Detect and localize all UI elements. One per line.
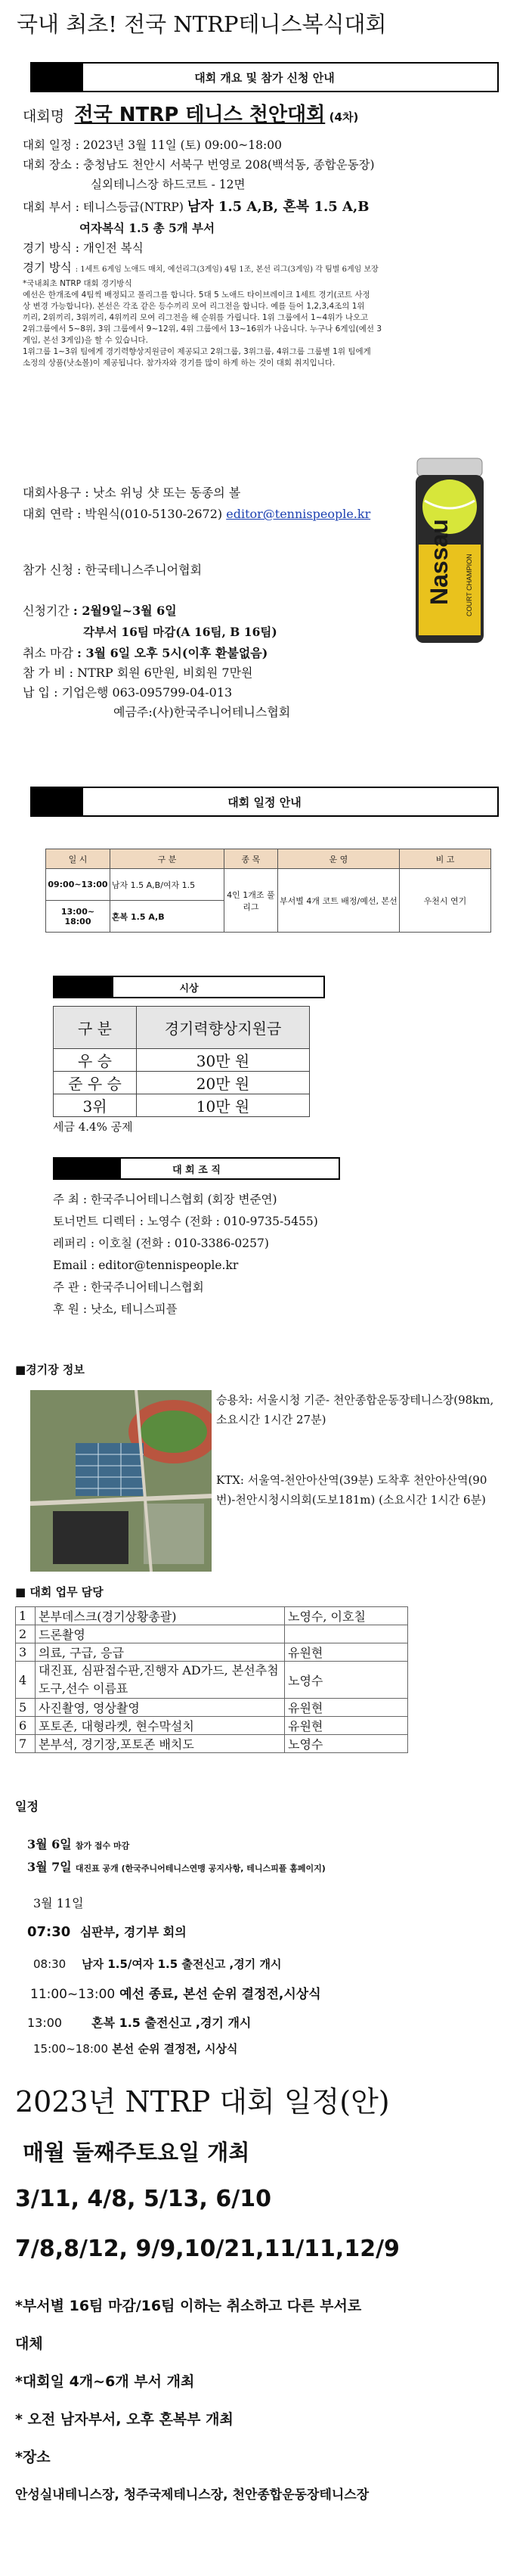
org-label: 주 최 [53,1193,79,1206]
division-row [23,198,370,216]
table-cell: 4 [16,1662,36,1699]
division-row-2: 여자복식 1.5 총 5개 부서 [79,221,215,235]
slot-time: 13:00 [27,2016,63,2030]
cancel-value: : 3월 6일 오후 5시(이후 환불없음) [77,646,268,660]
fee-label: 참 가 비 [23,666,66,680]
aerial-map-icon [30,1390,212,1572]
org-row [53,1189,318,1211]
org-label: 후 원 [53,1302,79,1316]
venue-map-image [30,1390,212,1572]
method-note: 소정의 상품(낫소볼)이 제공됩니다. 참가자와 경기를 많이 하게 하는 것이 대회 취지입니다. [23,358,336,368]
pay-row [23,684,232,702]
table-row [54,1072,310,1094]
table-cell: 혼복 1.5 A,B [110,901,224,933]
table-header-row [54,1007,310,1049]
method-note: 예선은 한개조에 4팀씩 배정되고 풀리그를 합니다. 5대 5 노애드 타이브레이크 1세트 경기(코트 사정 [23,290,370,299]
period-row [23,602,177,620]
venue-row-2: 실외테니스장 하드코트 - 12면 [91,178,246,191]
cancel-label: 취소 마감 [23,646,73,660]
org-row [53,1233,318,1255]
annual-note: *부서별 16팀 마감/16팀 이하는 취소하고 다른 부서로 [15,2298,362,2314]
method-note: 끼리, 2위끼리, 3위끼리, 4위끼리 모여 리그전을 해 순위를 가립니다. 1위 그룹에서 1~4위가 나오고 [23,313,369,322]
event-name-value: 전국 NTRP 테니스 천안대회 [74,104,326,126]
table-cell: 13:00~ 18:00 [46,901,110,933]
prize-bar [53,976,325,998]
division-bold: 남자 1.5 A,B, 혼복 1.5 A,B [187,199,370,215]
table-row [16,1625,408,1643]
ball-value: : 낫소 위닝 샷 또는 동종의 볼 [85,486,241,500]
table-cell: 4인 1개조 풀리그 [224,869,278,933]
prize-table [53,1006,310,1117]
table-cell: 2 [16,1625,36,1643]
table-cell: 본부석, 경기장,포토존 배치도 [36,1735,285,1753]
table-cell: 5 [16,1699,36,1717]
overview-bar-label: 대회 개요 및 참가 신청 안내 [194,70,335,85]
org-value: : 한국주니어테니스협회 (회장 변준연) [82,1193,277,1206]
ball-model-text: COURT CHAMPION [466,554,473,616]
timeline-title: 일정 [15,1799,39,1814]
org-label: 주 관 [53,1280,79,1294]
table-header-cell: 종 목 [224,849,278,869]
slot-row [27,2013,251,2031]
table-header-cell: 일 시 [46,849,110,869]
table-row [54,1049,310,1072]
event-name-row [23,106,358,126]
table-cell: 우 승 [54,1049,137,1072]
method-note: 게임, 본선 3게임)을 할 수 있습니다. [23,336,148,345]
table-cell: 1 [16,1607,36,1625]
table-cell: 유원현 [285,1717,408,1735]
table-cell: 남자 1.5 A,B/여자 1.5 [110,869,224,901]
venue-value: : 충청남도 천안시 서북구 번영로 208(백석동, 종합운동장) [75,158,375,172]
org-list [53,1189,318,1321]
annual-dates-2: 7/8,8/12, 9/9,10/21,11/11,12/9 [15,2236,400,2262]
table-row [16,1699,408,1717]
venue-ktx-text: KTX: 서울역-천안아산역(39분) 도착후 천안아산역(90번)-천안시청시의회(도보181m) (소요시간 1시간 6분) [216,1473,487,1507]
org-label: 레퍼리 [53,1237,87,1250]
venue-info-title: ■경기장 정보 [15,1363,85,1376]
table-row [54,1094,310,1117]
table-cell: 09:00~13:00 [46,869,110,901]
date-label: 대회 일정 [23,138,72,152]
type-label: 경기 방식 [23,241,72,255]
timeline-date: 3월 7일 [27,1860,72,1874]
tax-note: 세금 4.4% 공제 [53,1120,133,1134]
period-sub: 각부서 16팀 마감(A 16팀, B 16팀) [83,625,277,639]
table-cell: 6 [16,1717,36,1735]
date-value: : 2023년 3월 11일 (토) 09:00~18:00 [75,138,282,152]
annual-note: *대회일 4개~6개 부서 개최 [15,2373,195,2390]
apply-row [23,561,202,579]
apply-label: 참가 신청 [23,563,73,577]
table-row [16,1717,408,1735]
table-cell: 부서별 4개 코트 배정/예선, 본선 [277,869,399,933]
table-cell: 유원현 [285,1643,408,1662]
method-note: 1위그룹 1~3위 팀에게 경기력향상지원금이 제공되고 2위그룹, 3위그룹, 4위그룹 그룹별 1위 팀에게 [23,347,371,356]
venue-car-text: 승용차: 서울시청 기준- 천안종합운동장테니스장(98km, 소요시간 1시간 27분) [216,1393,494,1426]
ball-can-icon [408,454,491,650]
org-row [53,1299,318,1321]
table-cell: 본부데스크(경기상황총괄) [36,1607,285,1625]
division-prefix: : 테니스등급(NTRP) [75,200,187,214]
overview-bar [30,62,499,92]
table-cell: 포토존, 대형라켓, 현수막설치 [36,1717,285,1735]
timeline-text: 참가 접수 마감 [75,1841,130,1851]
timeline-day: 3월 11일 [33,1896,84,1910]
event-name-label: 대회명 [23,108,65,125]
annual-note: 안성실내테니스장, 청주국제테니스장, 천안종합운동장테니스장 [15,2488,370,2503]
table-header-cell: 비 고 [400,849,491,869]
pay-holder: 예금주:(사)한국주니어테니스협회 [113,705,291,719]
bar-accent [53,976,113,998]
annual-dates-1: 3/11, 4/8, 5/13, 6/10 [15,2186,271,2212]
table-cell: 노영수 [285,1735,408,1753]
timeline-date: 3월 6일 [27,1837,72,1851]
table-cell: 노영수 [285,1662,408,1699]
duty-title: ■ 대회 업무 담당 [15,1585,104,1599]
venue-row [23,156,375,174]
table-cell: 의료, 구급, 응급 [36,1643,285,1662]
table-cell: 대진표, 심판접수판,진행자 AD가드, 본선추첨 도구,선수 이름표 [36,1662,285,1699]
annual-note: 대체 [15,2335,43,2352]
type-row [23,239,144,257]
table-cell: 30만 원 [137,1049,310,1072]
method-note: *국내최초 NTRP 대회 경기방식 [23,279,132,288]
annual-notes [15,2287,369,2514]
table-cell: 20만 원 [137,1072,310,1094]
method-value: : 1세트 6게임 노애드 매치, 예선리그(3게임) 4팀 1조, 본선 리그(3게임) 각 팀별 6게임 보장 [75,265,379,274]
bar-accent [30,787,83,817]
org-bar [53,1157,340,1180]
annual-note: *장소 [15,2449,51,2466]
schedule-bar [30,787,499,817]
org-row [53,1277,318,1299]
ball-label: 대회사용구 [23,486,82,500]
method-row [23,259,379,277]
ball-row [23,484,240,502]
method-note: 2위그룹에서 5~8위, 3위 그룹에서 9~12위, 4위 그룹에서 13~16위가 나옵니다. 누구나 6게임(예선 3 [23,324,382,334]
table-header-cell: 경기력향상지원금 [137,1007,310,1049]
org-label: Email [53,1259,88,1272]
org-value: : 한국주니어테니스협회 [82,1280,204,1294]
bar-accent [53,1157,121,1180]
annual-note: * 오전 남자부서, 오후 혼복부 개최 [15,2411,234,2428]
slot-text: 남자 1.5/여자 1.5 출전신고 ,경기 개시 [82,1957,282,1971]
slot-time: 15:00~18:00 [33,2042,109,2056]
timeline-text: 대진표 공개 (한국주니어테니스연맹 공지사항, 테니스피플 홈페이지) [75,1864,326,1873]
table-row [16,1607,408,1625]
org-value: : 노영수 (전화 : 010-9735-5455) [139,1215,318,1228]
pay-label: 납 입 [23,685,50,700]
period-label: 신청기간 [23,604,70,618]
org-row [53,1211,318,1233]
slot-row [27,1923,187,1940]
ball-can-image [408,454,491,650]
org-bar-label: 대 회 조 직 [172,1164,221,1176]
table-header-cell: 운 영 [277,849,399,869]
slot-row [30,1983,321,2002]
table-row [16,1735,408,1753]
table-cell: 우천시 연기 [400,869,491,933]
table-row [16,1662,408,1699]
contact-label: 대회 연락 [23,507,73,521]
contact-row [23,505,370,523]
fee-value: : NTRP 회원 6만원, 비회원 7만원 [69,666,253,680]
org-row [53,1255,318,1277]
schedule-bar-label: 대회 일정 안내 [227,795,302,809]
table-cell: 유원현 [285,1699,408,1717]
pay-value: : 기업은행 063-095799-04-013 [54,685,233,700]
slot-text: 본선 순위 결정전, 시상식 [112,2042,238,2056]
method-note: 상 변경 가능합니다). 본선은 각조 같은 등수끼리 모여 리그전을 합니다. 예를 들어 1,2,3,4조의 1위 [23,302,365,311]
ball-brand-text: Nassau [425,519,453,605]
slot-text: 예선 종료, 본선 순위 결정전,시상식 [119,1987,321,2002]
slot-time: 11:00~13:00 [30,1987,116,2002]
page-title: 국내 최초! 전국 NTRP테니스복식대회 [17,11,387,37]
type-value: : 개인전 복식 [75,241,144,255]
slot-text: 심판부, 경기부 회의 [79,1925,187,1939]
slot-row [33,2041,238,2056]
table-cell: 사진촬영, 영상촬영 [36,1699,285,1717]
contact-email-link[interactable]: editor@tennispeople.kr [226,507,371,521]
contact-value: : 박원식(010-5130-2672) [77,507,227,521]
slot-time: 07:30 [27,1924,71,1940]
timeline-item [27,1835,129,1852]
period-value: : 2월9일~3월 6일 [73,604,177,618]
table-row [16,1643,408,1662]
table-header-cell: 구 분 [54,1007,137,1049]
table-cell: 3위 [54,1094,137,1117]
annual-sub: 매월 둘째주토요일 개최 [23,2140,250,2165]
org-value: : editor@tennispeople.kr [91,1259,239,1272]
table-cell: 준 우 승 [54,1072,137,1094]
table-cell: 3 [16,1643,36,1662]
org-value: : 이호칠 (전화 : 010-3386-0257) [90,1237,269,1250]
duty-table [15,1606,408,1753]
slot-text: 혼복 1.5 출전신고 ,경기 개시 [91,2016,252,2030]
bar-accent [30,62,83,92]
fee-row [23,664,253,682]
date-row [23,136,282,154]
method-notes [23,278,506,369]
table-header-row [46,849,491,869]
slot-time: 08:30 [33,1957,67,1971]
table-cell: 10만 원 [137,1094,310,1117]
venue-label: 대회 장소 [23,158,72,172]
event-name-suffix: (4차) [329,110,359,124]
slot-row [33,1956,281,1972]
table-cell [285,1625,408,1643]
table-row [46,869,491,901]
apply-value: : 한국테니스주니어협회 [77,563,203,577]
table-cell: 노영수, 이호칠 [285,1607,408,1625]
cancel-row [23,644,268,663]
org-label: 토너먼트 디렉터 [53,1215,136,1228]
schedule-table [45,849,491,933]
prize-bar-label: 시상 [179,982,199,995]
annual-heading: 2023년 NTRP 대회 일정(안) [15,2085,390,2118]
timeline-item [27,1858,326,1875]
table-cell: 7 [16,1735,36,1753]
org-value: : 낫소, 테니스피플 [82,1302,178,1316]
method-label: 경기 방식 [23,261,72,275]
table-cell: 드론촬영 [36,1625,285,1643]
table-header-cell: 구 분 [110,849,224,869]
division-label: 대회 부서 [23,200,72,214]
